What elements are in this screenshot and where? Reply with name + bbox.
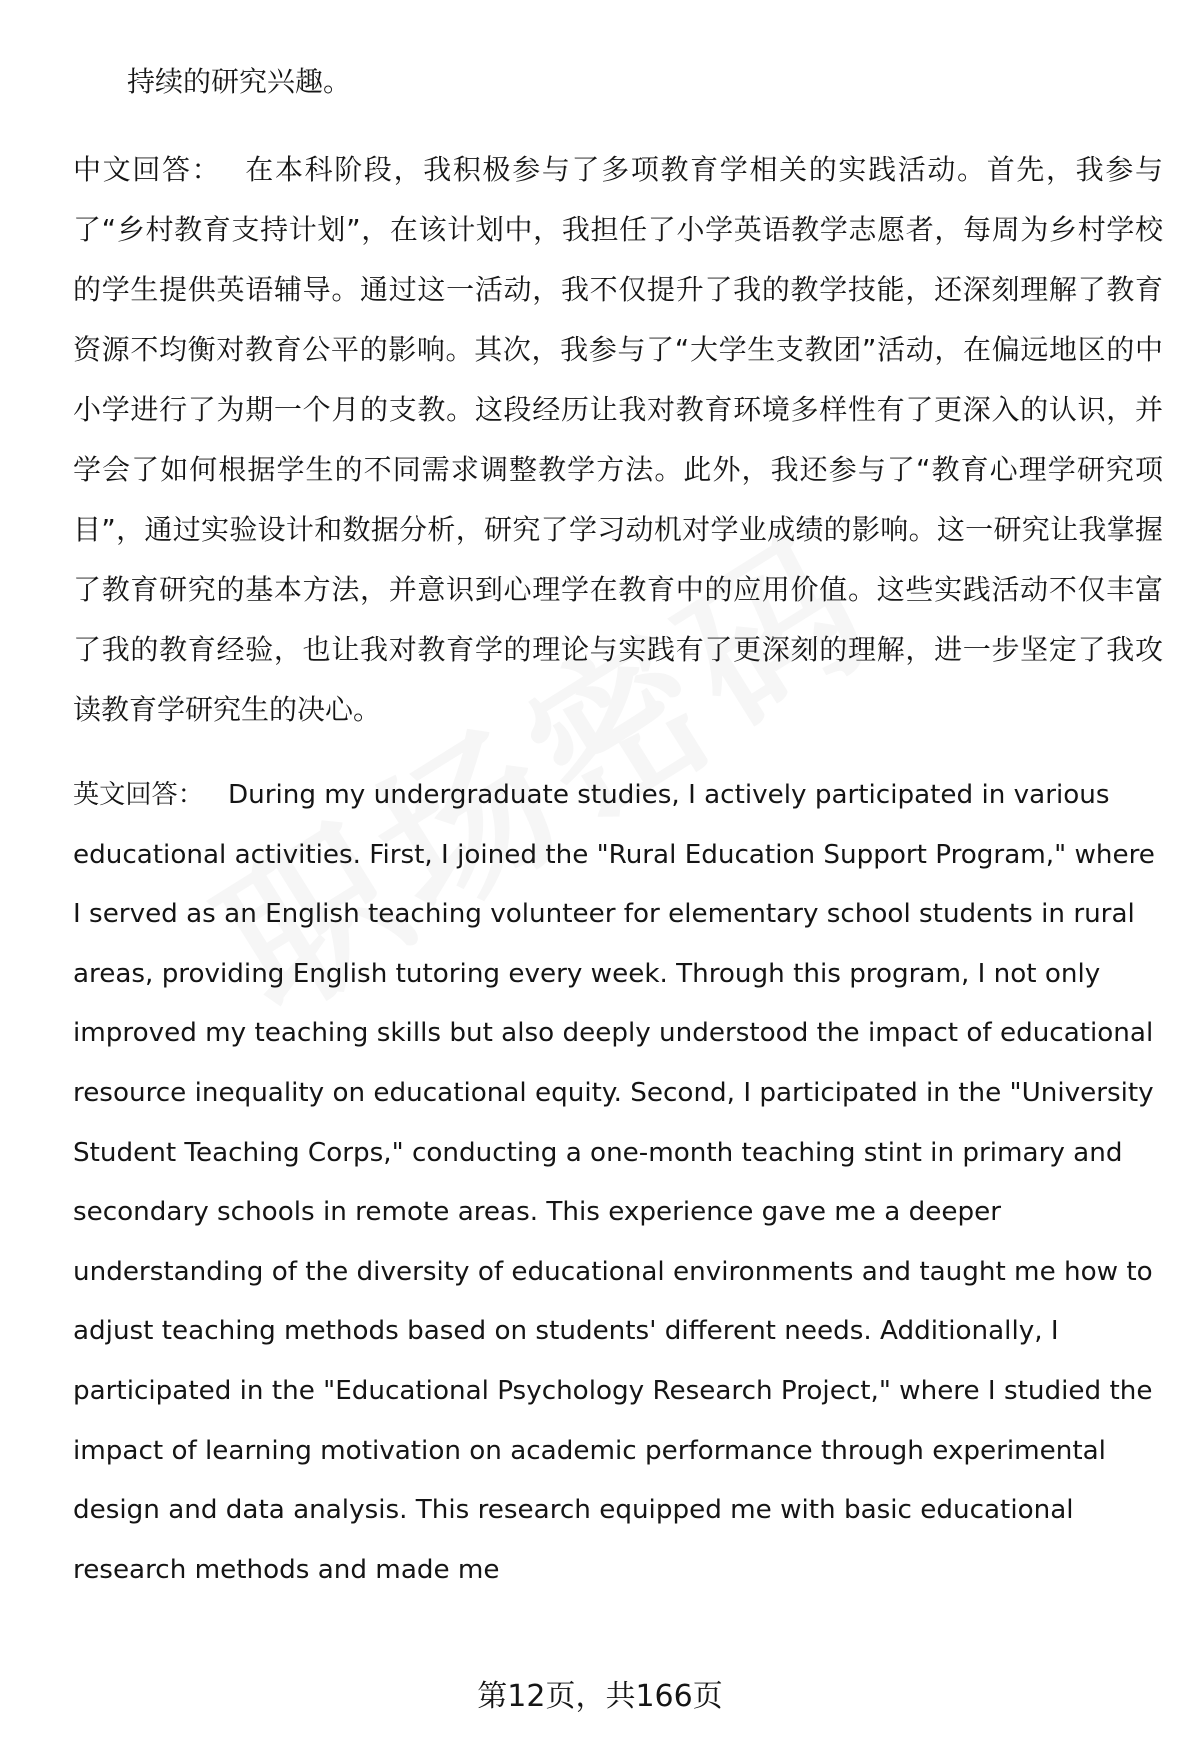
english-answer-paragraph bbox=[73, 766, 1163, 1600]
chinese-answer-paragraph bbox=[73, 140, 1163, 740]
chinese-answer-text: 在本科阶段，我积极参与了多项教育学相关的实践活动。首先，我参与了“乡村教育支持计划”，在该计划中，我担任了小学英语教学志愿者，每周为乡村学校的学生提供英语辅导。通过这一活动，我不仅提升了我的教学技能，还深刻理解了教育资源不均衡对教育公平的影响。其次，我参与了“大学生支教团”活动，在偏远地区的中小学进行了为期一个月的支教。这段经历让我对教育环境多样性有了更深入的认识，并学会了如何根据学生的不同需求调整教学方法。此外，我还参与了“教育心理学研究项目”，通过实验设计和数据分析，研究了学习动机对学业成绩的影响。这一研究让我掌握了教育研究的基本方法，并意识到心理学在教育中的应用价值。这些实践活动不仅丰富了我的教育经验，也让我对教育学的理论与实践有了更深刻的理解，进一步坚定了我攻读教育学研究生的决心。 bbox=[73, 153, 1163, 726]
page-number: 第12页，共166页 bbox=[477, 1679, 723, 1714]
english-answer-text: During my undergraduate studies, I actively participated in various educational activities. First, I joined the "Rural Education Support Program," where I served as an English teaching volunteer for elementary school students in rural areas, providing English tutoring every week. Through this program, I not only improved my teaching skills but also deeply understood the impact of educational resource inequality on educational equity. Second, I participated in the "University Student Teaching Corps," conducting a one-month teaching stint in primary and secondary schools in remote areas. This experience gave me a deeper understanding of the diversity of educational environments and taught me how to adjust teaching methods based on students' different needs. Additionally, I participated in the "Educational Psychology Research Project," where I studied the impact of learning motivation on academic performance through experimental design and data analysis. This research equipped me with basic educational research methods and made me bbox=[73, 780, 1155, 1585]
continuation-text: 持续的研究兴趣。 bbox=[127, 65, 352, 98]
english-answer-label: 英文回答： bbox=[73, 780, 204, 810]
chinese-answer-label: 中文回答： bbox=[73, 153, 222, 186]
